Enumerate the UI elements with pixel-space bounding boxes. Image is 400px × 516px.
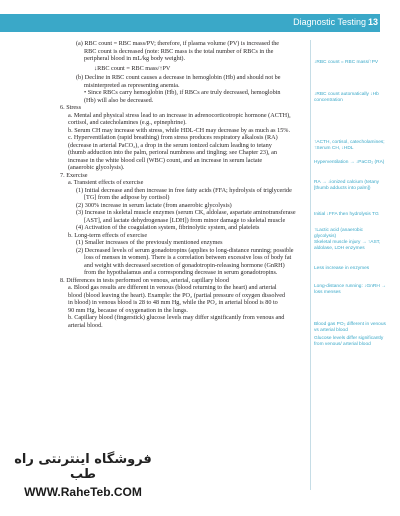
text-line: increase in the white blood cell (WBC) count, and an increase in serum lactate	[68, 156, 263, 164]
watermark	[8, 452, 158, 499]
watermark-persian-text: فروشگاه اینترنتی راه طب	[14, 452, 152, 482]
margin-note: RA → ↓ionized calcium (tetany [thumb adducts into palm])	[314, 180, 380, 191]
text-line: 8. Differences in tests performed on venous, arterial, capillary blood	[60, 276, 229, 284]
text-line: (2) Decreased levels of serum gonadotropins (applies to long-distance running; possible	[76, 246, 294, 254]
text-line: 6. Stress	[60, 104, 81, 111]
text-line: a. Transient effects of exercise	[68, 179, 144, 186]
text-line: ↓RBC count = RBC mass/↑PV	[94, 64, 171, 72]
header-title: Diagnostic Testing	[293, 17, 366, 27]
text-line: misinterpreted as representing anemia.	[84, 81, 180, 89]
watermark-url: WWW.RaheTeb.COM	[24, 485, 142, 499]
text-line: and weight with decreased secretion of gonadotropin-releasing hormone (GnRH)	[84, 261, 285, 269]
text-line: loss of menses in women). There is a correlation between excessive loss of body fat	[84, 254, 292, 261]
text-line: b. Long-term effects of exercise	[68, 231, 148, 239]
text-line: (1) Smaller increases of the previously mentioned enzymes	[76, 239, 223, 246]
text-line: peripheral blood in mL/kg body weight).	[84, 55, 186, 62]
text-line: (decrease in arterial PaCO₂), a drop in the serum ionized calcium leading to tetany	[68, 141, 272, 149]
page-number: 13	[367, 17, 378, 27]
margin-note: Glucose levels differ significantly from venous/ arterial blood	[314, 336, 384, 347]
text-line: [TG] from the adipose by cortisol)	[84, 194, 170, 201]
text-line: (a) RBC count = RBC mass/PV; therefore, if plasma volume (PV) is increased the	[76, 40, 280, 47]
text-line: 7. Exercise	[60, 171, 88, 179]
text-line: RBC count is decreased (note: RBC mass is the total number of RBCs in the	[84, 47, 274, 55]
text-line: [AST], and lactate dehydrogenase [LDH]) from minor damage to skeletal muscle	[84, 216, 286, 224]
text-line: arterial blood.	[68, 321, 103, 329]
text-line: a. Blood gas results are different in venous (blood returning to the heart) and arterial	[68, 284, 277, 291]
text-line: from the hypothalamus and a corresponding decrease in serum gonadotropins.	[84, 269, 278, 276]
text-line: (1) Initial decrease and then increase in free fatty acids (FFA; hydrolysis of triglyceride	[76, 186, 292, 194]
margin-note: Less increase in enzymes	[314, 266, 370, 271]
margin-rule	[310, 40, 311, 490]
text-line: b. Capillary blood (fingerstick) glucose levels may differ significantly from venous and	[68, 314, 285, 321]
text-line: blood (blood leaving the heart). Example: the PO₂ (partial pressure of oxygen dissolved	[68, 291, 286, 299]
text-line: (anaerobic glycolysis).	[68, 164, 125, 171]
margin-note: ↑ACTH, cortisol, catecholamines; ↑Serum CH, ↓HDL	[314, 140, 385, 151]
margin-note: ↓RBC count automatically ↓Hb concentration	[314, 92, 379, 103]
margin-note: Long-distance running: ↓GnRH → loss menses	[314, 284, 386, 295]
main-text-column	[60, 40, 306, 329]
text-line: a. Mental and physical stress lead to an increase in adrenocorticotropic hormone (ACTH),	[68, 111, 291, 119]
text-line: c. Hyperventilation (rapid breathing) from stress produces respiratory alkalosis (RA)	[68, 134, 278, 141]
text-line: (thumb adduction into the palm, perioral numbness and tingling; see Chapter 23), an	[68, 149, 277, 156]
text-line: • Since RBCs carry hemoglobin (Hb), if RBCs are truly decreased, hemoglobin	[84, 89, 281, 96]
margin-note: Initial ↓FFA then hydrolysis TG	[314, 212, 379, 217]
margin-note: ↑Lactic acid (anaerobic glycolysis)	[314, 228, 364, 239]
text-line: (2) 300% increase in serum lactate (from anaerobic glycolysis)	[76, 201, 232, 209]
text-line: (b) Decline in RBC count causes a decrease in hemoglobin (Hb) and should not be	[76, 74, 281, 81]
margin-note: Hyperventilation → ↓PaCO₂ (RA)	[314, 160, 385, 165]
text-line: in blood) in venous blood is 28 to 48 mm Hg, while the PO₂ in arterial blood is 80 to	[68, 299, 278, 306]
margin-note: ↓RBC count = RBC mass/↑PV	[314, 60, 379, 65]
text-line: (3) Increase in skeletal muscle enzymes (serum CK, aldolase, aspartate aminotransferase	[76, 209, 296, 216]
margin-note: Skeletal muscle injury → ↑AST, aldolase, LDH enzymes	[314, 240, 381, 251]
text-line: 90 mm Hg, because of oxygenation in the lungs.	[68, 306, 188, 314]
text-line: cortisol, and catecholamines (e.g., epinephrine).	[68, 119, 187, 126]
text-line: (4) Activation of the coagulation system, fibrinolytic system, and platelets	[76, 224, 260, 231]
margin-note: Blood gas PO₂ different in venous vs arterial blood	[314, 322, 386, 333]
text-line: b. Serum CH may increase with stress, while HDL-CH may decrease by as much as 15%.	[68, 126, 291, 134]
text-line: (Hb) will also be decreased.	[84, 96, 154, 104]
